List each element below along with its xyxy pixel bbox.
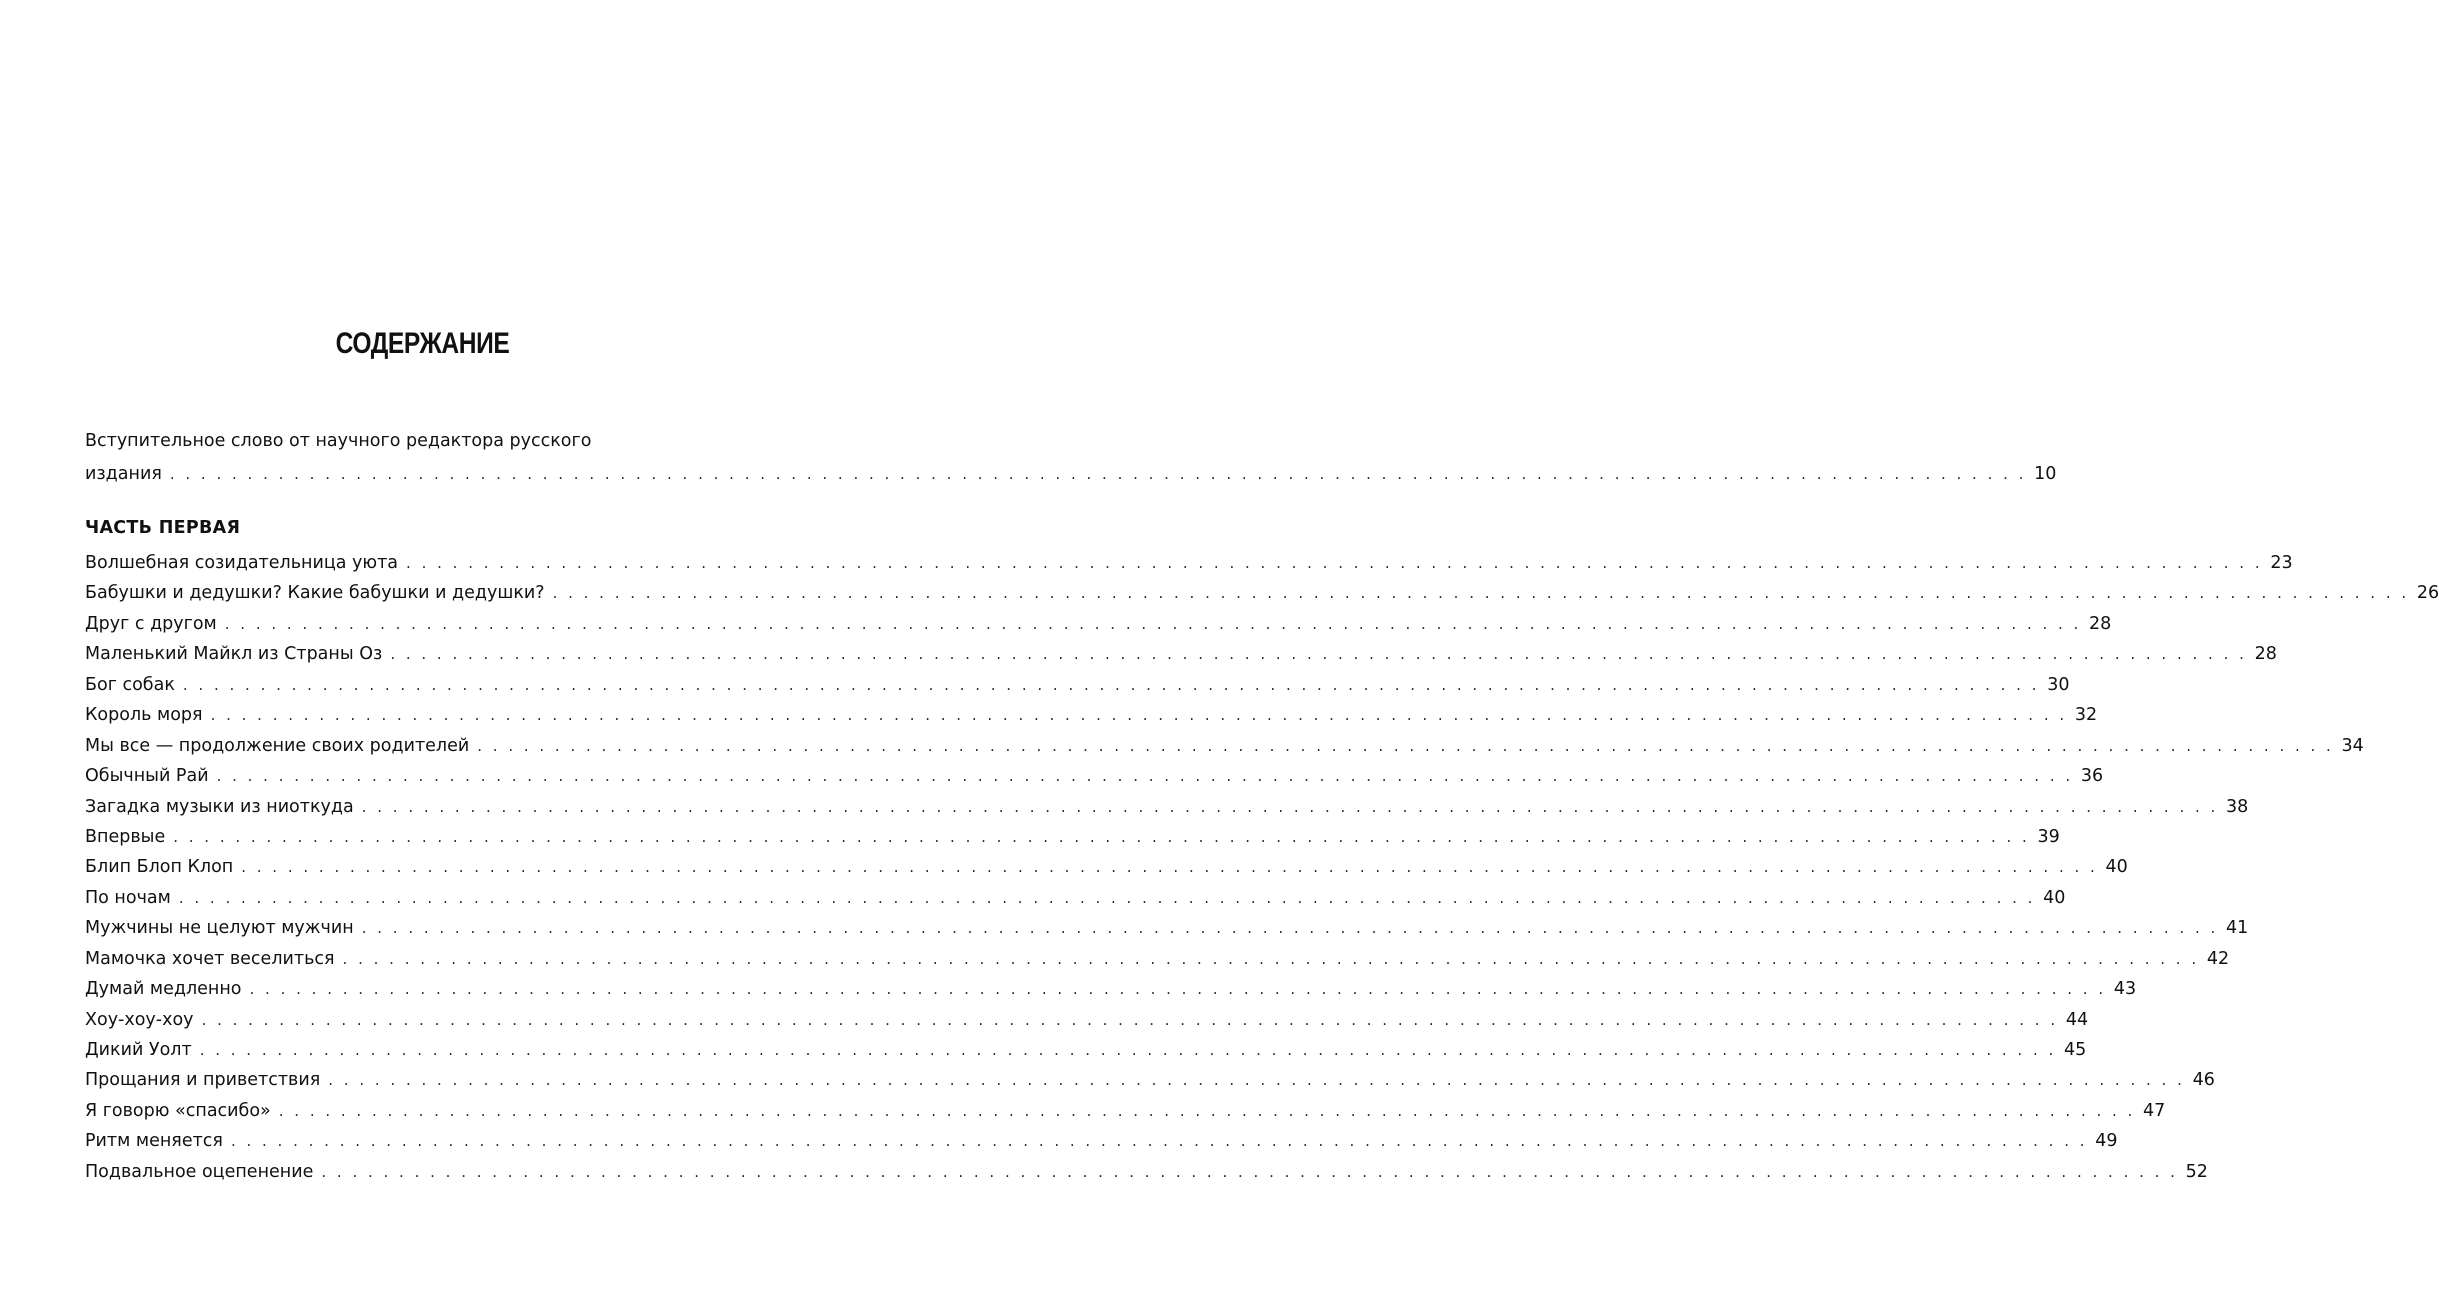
toc-entry-page: 49 [2095,1131,2118,1152]
toc-entry-title: Впервые [85,826,166,847]
toc-entry-title: Маленький Майкл из Страны Оз [85,644,383,665]
toc-entry-page: 52 [2185,1161,2208,1182]
part-heading: ЧАСТЬ ПЕРВАЯ [85,518,241,538]
toc-entry-title: Мужчины не целуют мужчин [85,918,354,939]
dot-leader: . . . . . . . . . . . . . . . . . . . . . . . . . . . . . . . . . . . . . . . . . . . . . . . . . . . . . . . . . . . . . . . . . . . . . . . . . . . . . . . . . . . . . . . . . . . . . . . . . . . . . . . . . . . . . . . . . . . . . . . . [241,858,2098,877]
toc-entry-page: 36 [2080,766,2104,787]
toc-entry[interactable] [85,852,2128,882]
toc-entry[interactable] [85,578,2439,608]
toc-entry-page: 23 [2270,553,2293,573]
toc-entry[interactable] [85,944,2230,974]
dot-leader: . . . . . . . . . . . . . . . . . . . . . . . . . . . . . . . . . . . . . . . . . . . . . . . . . . . . . . . . . . . . . . . . . . . . . . . . . . . . . . . . . . . . . . . . . . . . . . . . . . . . . . . . . . . . . . . . . . . . . . . . [342,949,2200,968]
dot-leader: . . . . . . . . . . . . . . . . . . . . . . . . . . . . . . . . . . . . . . . . . . . . . . . . . . . . . . . . . . . . . . . . . . . . . . . . . . . . . . . . . . . . . . . . . . . . . . . . . . . . . . . . . . . . . . . . . . . . . . . . [169,465,2027,483]
toc-entry-title: Я говорю «спасибо» [85,1100,271,1121]
toc-list [85,548,2439,1187]
toc-entry[interactable] [85,974,2137,1004]
toc-entry-page: 43 [2113,979,2137,1000]
dot-leader: . . . . . . . . . . . . . . . . . . . . . . . . . . . . . . . . . . . . . . . . . . . . . . . . . . . . . . . . . . . . . . . . . . . . . . . . . . . . . . . . . . . . . . . . . . . . . . . . . . . . . . . . . . . . . . . . . . . . . . . . [278,1101,2136,1120]
toc-entry-title: Загадка музыки из ниоткуда [85,796,354,817]
dot-leader: . . . . . . . . . . . . . . . . . . . . . . . . . . . . . . . . . . . . . . . . . . . . . . . . . . . . . . . . . . . . . . . . . . . . . . . . . . . . . . . . . . . . . . . . . . . . . . . . . . . . . . . . . . . . . . . . . . . . . . . . [182,675,2040,694]
toc-entry[interactable] [85,670,2070,700]
toc-intro-page-number: 10 [2034,464,2057,484]
toc-entry[interactable] [85,639,2277,669]
toc-entry-title: Бог собак [85,674,175,695]
dot-leader: . . . . . . . . . . . . . . . . . . . . . . . . . . . . . . . . . . . . . . . . . . . . . . . . . . . . . . . . . . . . . . . . . . . . . . . . . . . . . . . . . . . . . . . . . . . . . . . . . . . . . . . . . . . . . . . . . . . . . . . . [390,645,2247,664]
toc-entry[interactable] [85,1126,2118,1156]
toc-entry[interactable] [85,761,2104,791]
toc-entry-title: Мамочка хочет веселиться [85,948,335,969]
dot-leader: . . . . . . . . . . . . . . . . . . . . . . . . . . . . . . . . . . . . . . . . . . . . . . . . . . . . . . . . . . . . . . . . . . . . . . . . . . . . . . . . . . . . . . . . . . . . . . . . . . . . . . . . . . . . . . . . . . . . . . . . [406,554,2263,572]
toc-entry-title: Блип Блоп Клоп [85,857,234,878]
toc-entry[interactable] [85,1005,2089,1035]
toc-entry[interactable] [85,1157,2208,1187]
toc-entry-page: 28 [2254,644,2277,665]
toc-entry[interactable] [85,700,2098,730]
dot-leader: . . . . . . . . . . . . . . . . . . . . . . . . . . . . . . . . . . . . . . . . . . . . . . . . . . . . . . . . . . . . . . . . . . . . . . . . . . . . . . . . . . . . . . . . . . . . . . . . . . . . . . . . . . . . . . . . . . . . . . . . [249,980,2107,999]
dot-leader: . . . . . . . . . . . . . . . . . . . . . . . . . . . . . . . . . . . . . . . . . . . . . . . . . . . . . . . . . . . . . . . . . . . . . . . . . . . . . . . . . . . . . . . . . . . . . . . . . . . . . . . . . . . . . . . . . . . . . . . . [361,797,2219,816]
toc-entry-title: Обычный Рай [85,766,209,787]
toc-entry-page: 30 [2047,674,2070,695]
toc-entry-title: Король моря [85,705,203,726]
dot-leader: . . . . . . . . . . . . . . . . . . . . . . . . . . . . . . . . . . . . . . . . . . . . . . . . . . . . . . . . . . . . . . . . . . . . . . . . . . . . . . . . . . . . . . . . . . . . . . . . . . . . . . . . . . . . . . . . . . . . . . . . [178,888,2036,907]
toc-entry-page: 47 [2143,1100,2166,1121]
toc-entry[interactable] [85,822,2060,852]
toc-entry-page: 32 [2074,705,2098,726]
toc-entry[interactable] [85,792,2249,822]
toc-intro-title-line2: издания [85,464,162,484]
dot-leader: . . . . . . . . . . . . . . . . . . . . . . . . . . . . . . . . . . . . . . . . . . . . . . . . . . . . . . . . . . . . . . . . . . . . . . . . . . . . . . . . . . . . . . . . . . . . . . . . . . . . . . . . . . . . . . . . . . . . . . . . [210,706,2068,725]
toc-entry-page: 34 [2341,735,2364,756]
dot-leader: . . . . . . . . . . . . . . . . . . . . . . . . . . . . . . . . . . . . . . . . . . . . . . . . . . . . . . . . . . . . . . . . . . . . . . . . . . . . . . . . . . . . . . . . . . . . . . . . . . . . . . . . . . . . . . . . . . . . . . . . [361,919,2219,938]
toc-entry-title: Дикий Уолт [85,1040,192,1060]
dot-leader: . . . . . . . . . . . . . . . . . . . . . . . . . . . . . . . . . . . . . . . . . . . . . . . . . . . . . . . . . . . . . . . . . . . . . . . . . . . . . . . . . . . . . . . . . . . . . . . . . . . . . . . . . . . . . . . . . . . . . . . . [199,1041,2057,1059]
toc-entry-title: Мы все — продолжение своих родителей [85,735,470,756]
toc-entry[interactable] [85,609,2112,639]
toc-entry[interactable] [85,731,2364,761]
dot-leader: . . . . . . . . . . . . . . . . . . . . . . . . . . . . . . . . . . . . . . . . . . . . . . . . . . . . . . . . . . . . . . . . . . . . . . . . . . . . . . . . . . . . . . . . . . . . . . . . . . . . . . . . . . . . . . . . . . . . . . . . [477,736,2334,755]
dot-leader: . . . . . . . . . . . . . . . . . . . . . . . . . . . . . . . . . . . . . . . . . . . . . . . . . . . . . . . . . . . . . . . . . . . . . . . . . . . . . . . . . . . . . . . . . . . . . . . . . . . . . . . . . . . . . . . . . . . . . . . . [328,1071,2185,1090]
dot-leader: . . . . . . . . . . . . . . . . . . . . . . . . . . . . . . . . . . . . . . . . . . . . . . . . . . . . . . . . . . . . . . . . . . . . . . . . . . . . . . . . . . . . . . . . . . . . . . . . . . . . . . . . . . . . . . . . . . . . . . . . [201,1010,2059,1029]
toc-entry-title: Волшебная созидательница уюта [85,553,399,573]
dot-leader: . . . . . . . . . . . . . . . . . . . . . . . . . . . . . . . . . . . . . . . . . . . . . . . . . . . . . . . . . . . . . . . . . . . . . . . . . . . . . . . . . . . . . . . . . . . . . . . . . . . . . . . . . . . . . . . . . . . . . . . . [224,614,2082,633]
page-title: СОДЕРЖАНИЕ [335,327,510,360]
dot-leader: . . . . . . . . . . . . . . . . . . . . . . . . . . . . . . . . . . . . . . . . . . . . . . . . . . . . . . . . . . . . . . . . . . . . . . . . . . . . . . . . . . . . . . . . . . . . . . . . . . . . . . . . . . . . . . . . . . . . . . . . [216,767,2074,786]
toc-entry-page: 40 [2043,887,2066,908]
toc-entry[interactable] [85,1065,2215,1095]
toc-entry-title: Прощания и приветствия [85,1070,321,1091]
toc-entry[interactable] [85,1035,2087,1065]
toc-entry-title: Хоу-хоу-хоу [85,1009,194,1030]
toc-entry-title: Думай медленно [85,979,242,1000]
dot-leader: . . . . . . . . . . . . . . . . . . . . . . . . . . . . . . . . . . . . . . . . . . . . . . . . . . . . . . . . . . . . . . . . . . . . . . . . . . . . . . . . . . . . . . . . . . . . . . . . . . . . . . . . . . . . . . . . . . . . . . . . [552,584,2410,603]
toc-entry-title: Подвальное оцепенение [85,1161,314,1182]
dot-leader: . . . . . . . . . . . . . . . . . . . . . . . . . . . . . . . . . . . . . . . . . . . . . . . . . . . . . . . . . . . . . . . . . . . . . . . . . . . . . . . . . . . . . . . . . . . . . . . . . . . . . . . . . . . . . . . . . . . . . . . . [321,1162,2178,1181]
toc-entry-page: 28 [2089,613,2112,634]
toc-entry-page: 38 [2226,796,2249,817]
toc-entry-page: 26 [2416,583,2439,604]
toc-intro-title-line1: Вступительное слово от научного редактора русского [85,431,592,451]
toc-entry-page: 45 [2063,1040,2087,1060]
toc-entry-title: По ночам [85,887,171,908]
toc-intro-entry[interactable] [85,425,2057,491]
toc-entry-title: Бабушки и дедушки? Какие бабушки и дедушки? [85,583,545,604]
toc-entry[interactable] [85,913,2249,943]
toc-intro-title-line2-row [85,458,2057,491]
dot-leader: . . . . . . . . . . . . . . . . . . . . . . . . . . . . . . . . . . . . . . . . . . . . . . . . . . . . . . . . . . . . . . . . . . . . . . . . . . . . . . . . . . . . . . . . . . . . . . . . . . . . . . . . . . . . . . . . . . . . . . . . [173,827,2030,846]
toc-entry-title: Друг с другом [85,613,217,634]
toc-entry-page: 42 [2206,948,2230,969]
toc-entry-page: 40 [2105,857,2128,878]
toc-entry-page: 44 [2065,1009,2089,1030]
dot-leader: . . . . . . . . . . . . . . . . . . . . . . . . . . . . . . . . . . . . . . . . . . . . . . . . . . . . . . . . . . . . . . . . . . . . . . . . . . . . . . . . . . . . . . . . . . . . . . . . . . . . . . . . . . . . . . . . . . . . . . . . [230,1132,2088,1151]
toc-entry-page: 46 [2192,1070,2215,1091]
toc-entry-title: Ритм меняется [85,1131,223,1152]
toc-entry[interactable] [85,548,2293,578]
toc-entry-page: 41 [2226,918,2249,939]
toc-entry[interactable] [85,883,2066,913]
toc-entry[interactable] [85,1096,2166,1126]
toc-entry-page: 39 [2037,826,2060,847]
